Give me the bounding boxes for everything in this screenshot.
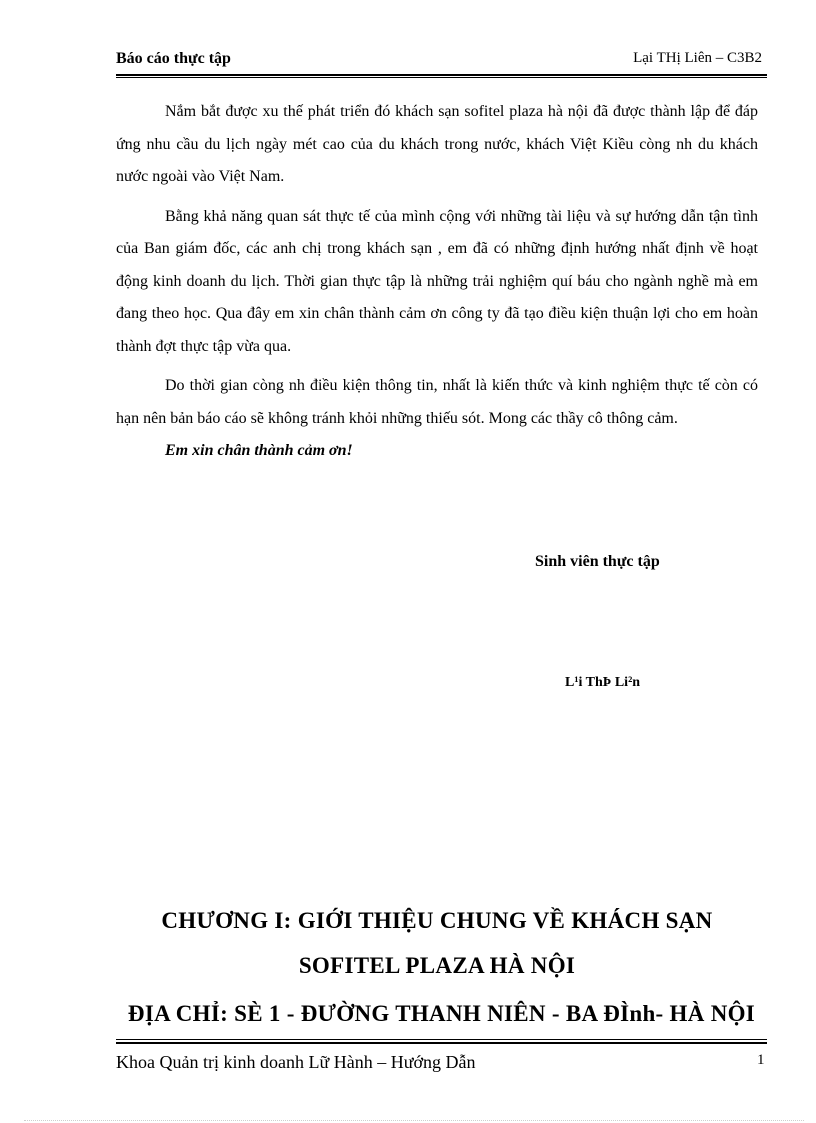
header-title: Báo cáo thực tập [116, 50, 231, 67]
footer-faculty: Khoa Quản trị kinh doanh Lữ Hành – Hướng Dẫn [116, 1052, 476, 1072]
paragraph-1: Nắm bắt được xu thế phát triển đó khách sạn sofitel plaza hà nội đã được thành lập để đáp ứng nhu cầu du lịch ngày mét cao của du khách trong nước, khách Việt Kiều còng nh du khách nước ngoài vào Việt Nam. [116, 103, 758, 185]
page-number: 1 [757, 1052, 765, 1068]
thanks-line: Em xin chân thành cảm ơn! [165, 442, 353, 459]
header-rule [116, 74, 767, 76]
signature-name: L¹i ThÞ Li²n [565, 675, 641, 690]
footer-rule-thin [116, 1039, 767, 1040]
paragraph-3: Do thời gian còng nh điều kiện thông tin, nhất là kiến thức và kinh nghiệm thực tế còn có hạn nên bản báo cáo sẽ không tránh khỏi những thiếu sót. Mong các thầy cô thông cảm. [116, 377, 758, 427]
page-bottom-divider [24, 1120, 804, 1121]
signature-title: Sinh viên thực tập [535, 553, 660, 570]
chapter-address: ĐỊA CHỈ: SÈ 1 - ĐƯỜNG THANH NIÊN - BA ĐÌnh- HÀ NỘI [127, 1001, 756, 1026]
footer-rule [116, 1042, 767, 1044]
body-text [116, 96, 758, 460]
page-header [116, 50, 764, 72]
header-rule-thin [116, 77, 767, 78]
chapter-title-line-1: CHƯƠNG I: GIỚI THIỆU CHUNG VỀ KHÁCH SẠN [161, 908, 713, 933]
chapter-title-line-2: SOFITEL PLAZA HÀ NỘI [298, 953, 576, 978]
paragraph-2: Bằng khả năng quan sát thực tế của mình cộng với những tài liệu và sự hướng dẫn tận tình của Ban giám đốc, các anh chị trong khách sạn , em đã có những định hướng nhất định về hoạt động kinh doanh du lịch. Thời gian thực tập là những trải nghiệm quí báu cho ngành nghề mà em đang theo học. Qua đây em xin chân thành cảm ơn công ty đã tạo điều kiện thuận lợi cho em hoàn thành đợt thực tập vừa qua. [116, 207, 758, 355]
header-author: Lại THị Liên – C3B2 [633, 50, 762, 66]
